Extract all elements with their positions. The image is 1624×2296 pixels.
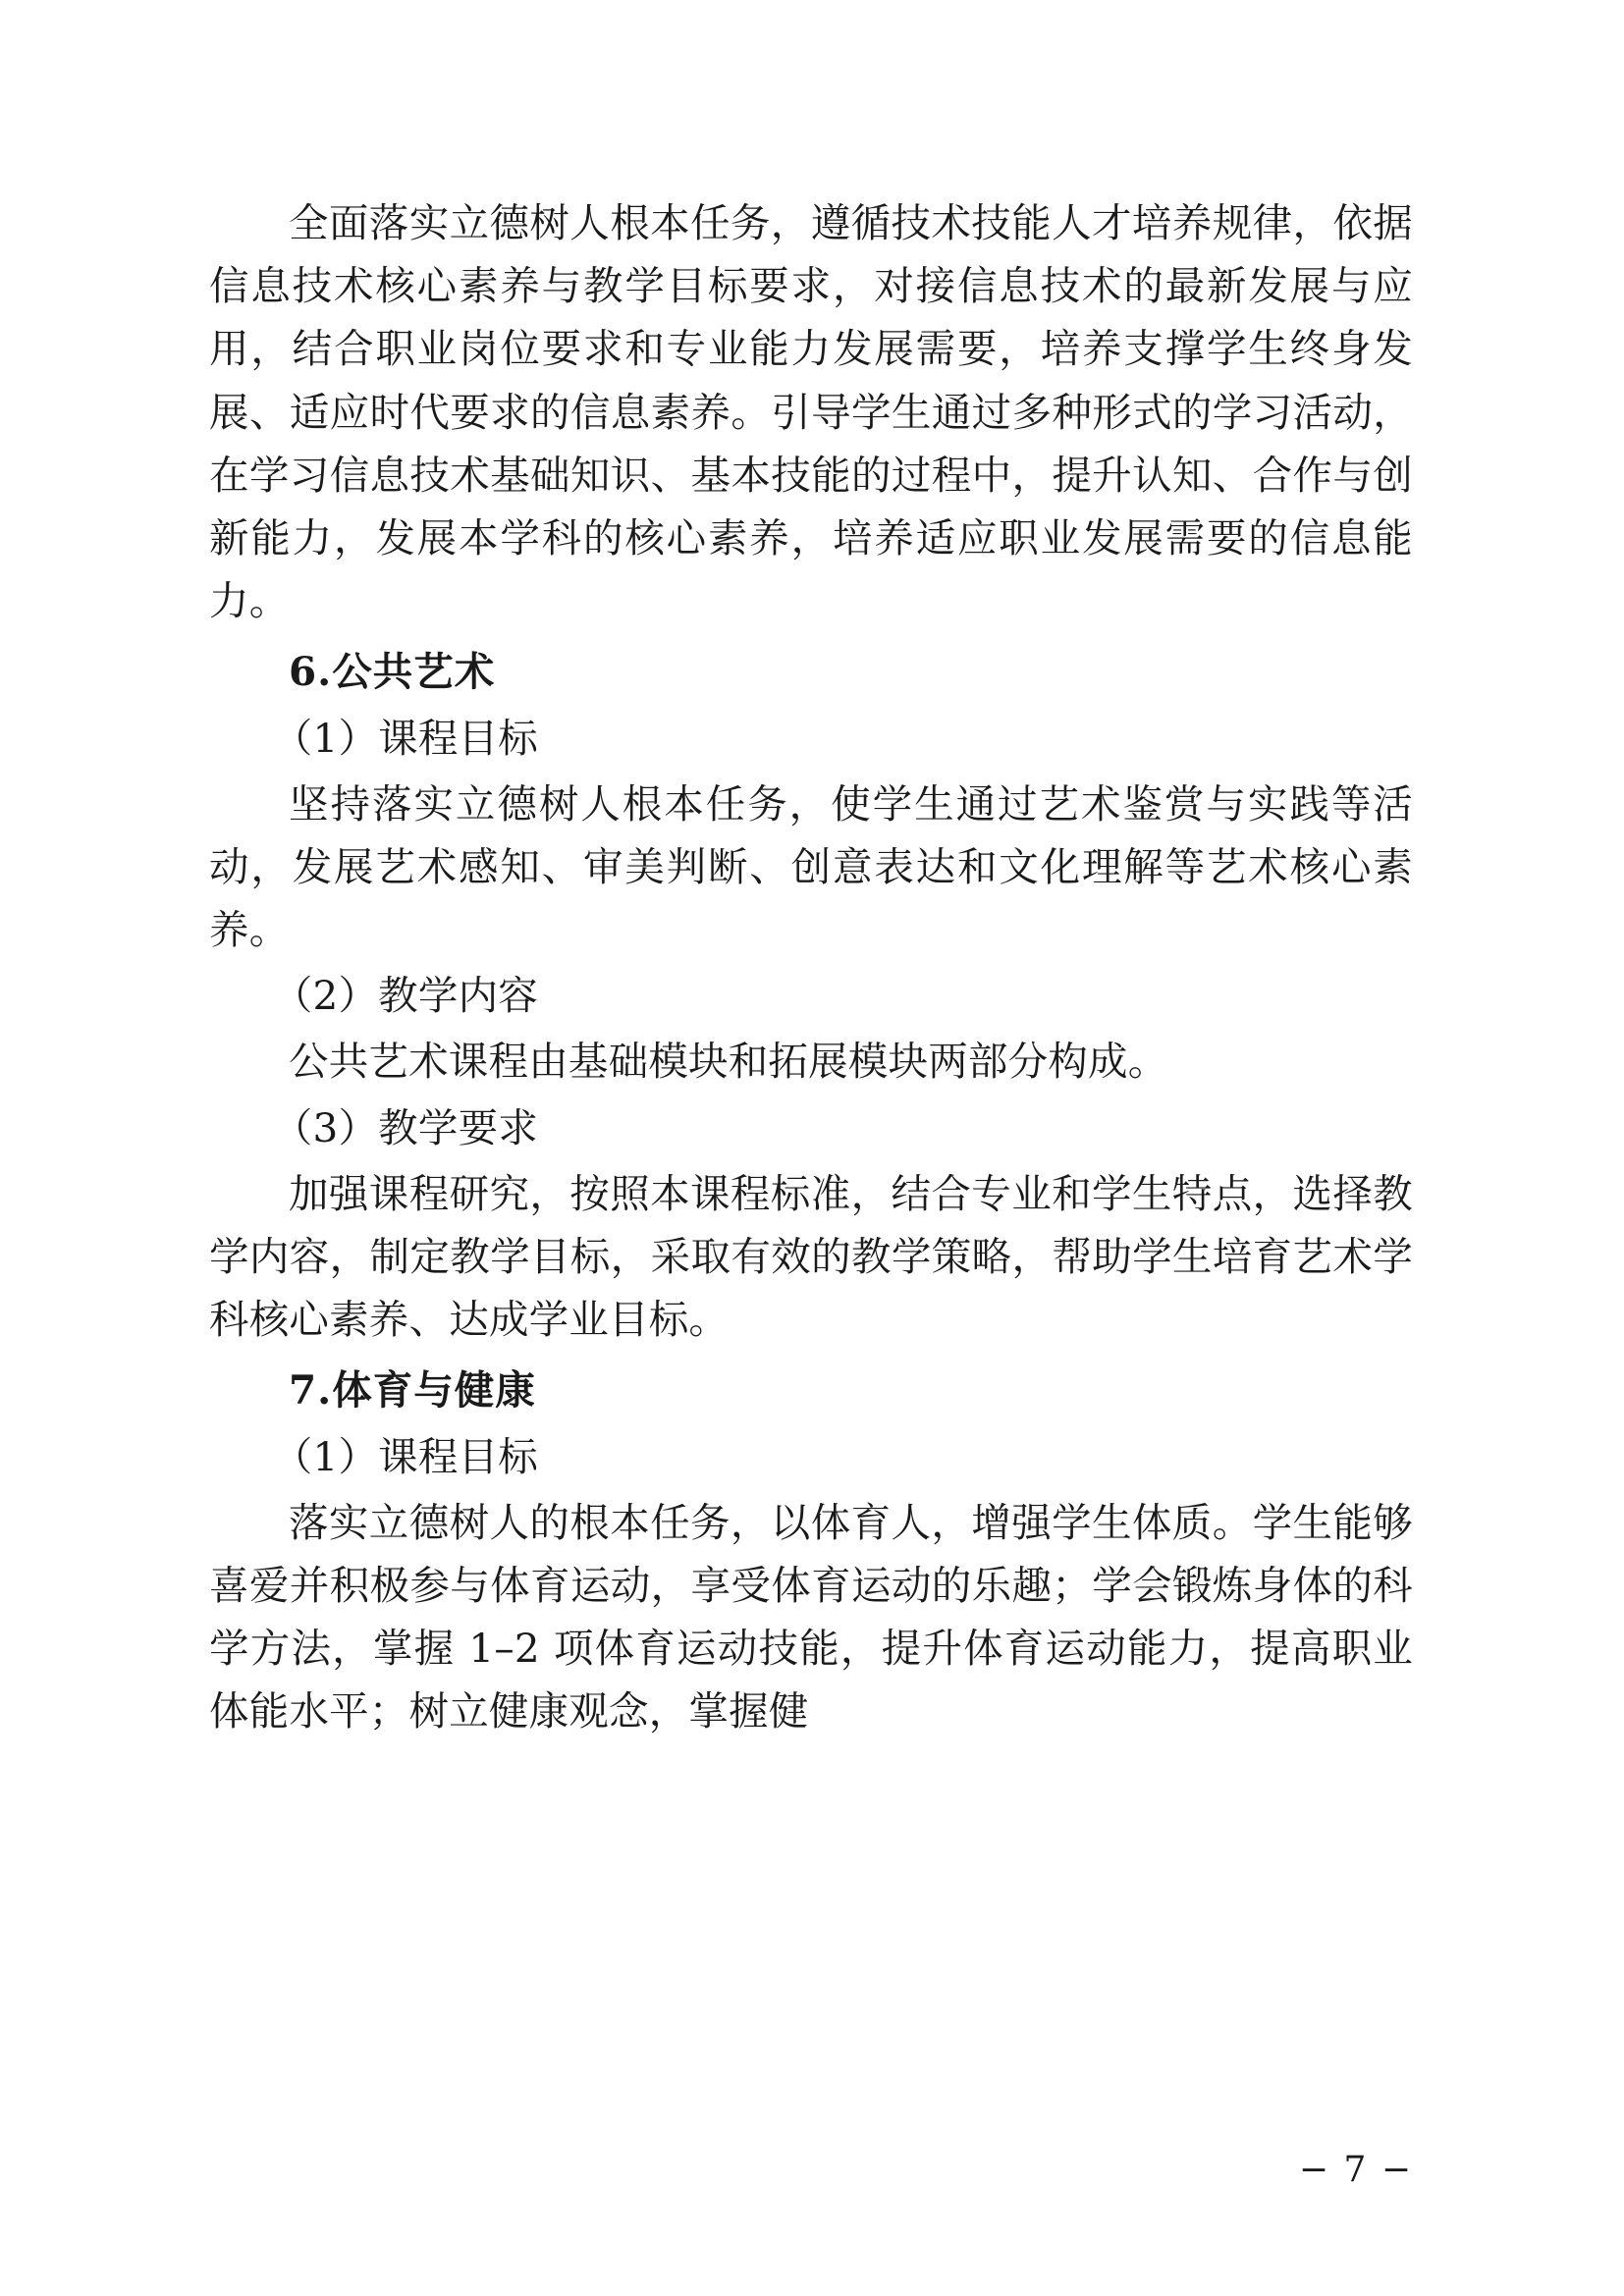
subheading-art-teaching-requirements: （3）教学要求 [272,1103,538,1151]
paragraph-information-technology-goals: 全面落实立德树人根本任务，遵循技术技能人才培养规律，依据信息技术核心素养与教学目标要求，对接信息技术的最新发展与应用，结合职业岗位要求和专业能力发展需要，培养支撑学生终身发展、适应时代要求的信息素养。引导学生通过多种形式的学习活动，在学习信息技术基础知识、基本技能的过程中，提升认知、合作与创新能力，发展本学科的核心素养，培养适应职业发展需要的信息能力。 [209,199,1413,625]
subheading-art-teaching-content: （2）教学内容 [272,972,538,1020]
subheading-pe-course-objectives: （1）课程目标 [272,1432,538,1480]
page-number: − 7 − [1298,2150,1413,2190]
subheading-art-course-objectives: （1）课程目标 [272,714,538,762]
heading-physical-education-health: 7.体育与健康 [289,1366,536,1415]
paragraph-pe-course-objectives: 落实立德树人的根本任务，以体育人，增强学生体质。学生能够喜爱并积极参与体育运动，享受体育运动的乐趣；学会锻炼身体的科学方法，掌握 1–2 项体育运动技能，提升体育运动能力，提高职业体能水平；树立健康观念，掌握健 [209,1498,1413,1735]
paragraph-art-course-objectives: 坚持落实立德树人根本任务，使学生通过艺术鉴赏与实践等活动，发展艺术感知、审美判断、创意表达和文化理解等艺术核心素养。 [209,779,1413,954]
heading-public-art: 6.公共艺术 [289,648,496,696]
paragraph-art-teaching-content: 公共艺术课程由基础模块和拓展模块两部分构成。 [289,1038,1168,1086]
paragraph-art-teaching-requirements: 加强课程研究，按照本课程标准，结合专业和学生特点，选择教学内容，制定教学目标，采取有效的教学策略，帮助学生培育艺术学科核心素养、达成学业目标。 [209,1169,1413,1344]
document-body [209,191,1413,1743]
